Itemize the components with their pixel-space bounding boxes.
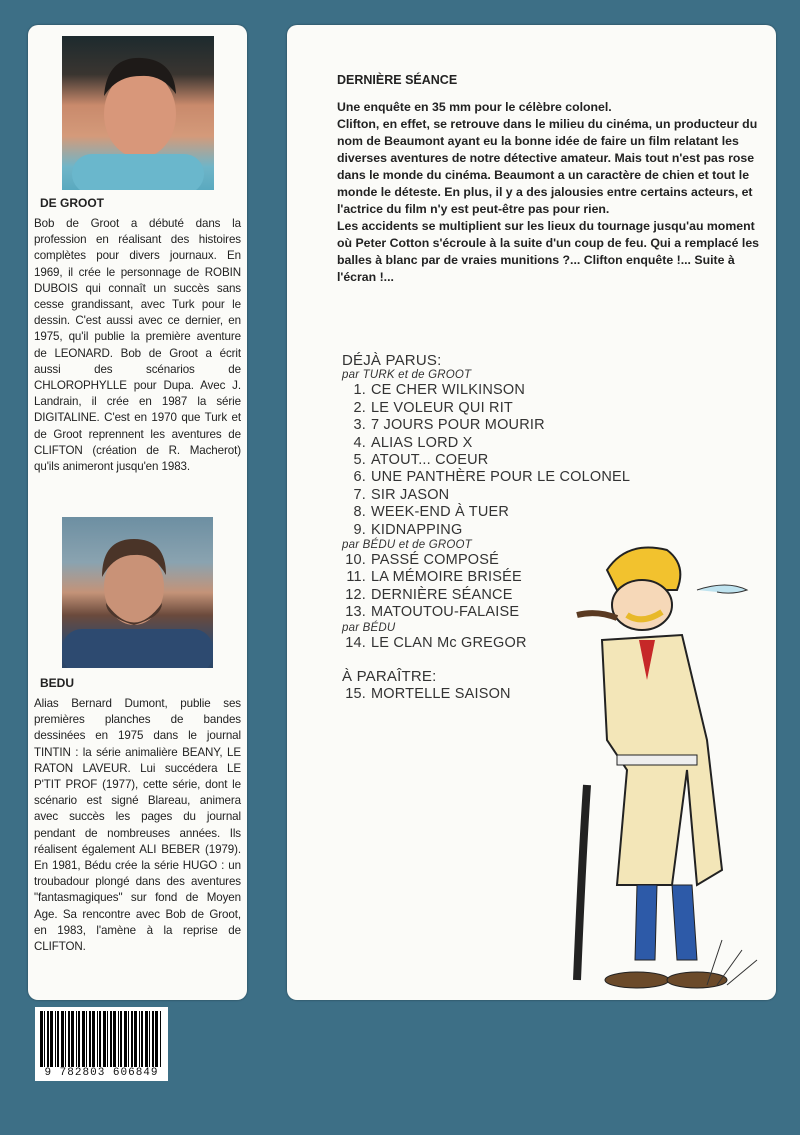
barcode-bar (103, 1011, 106, 1067)
author-credit: par TURK et de GROOT (342, 369, 472, 382)
portrait-illustration (62, 517, 213, 668)
barcode-bar (139, 1011, 140, 1067)
item-title: PASSÉ COMPOSÉ (371, 552, 500, 569)
list-item (342, 469, 630, 486)
barcode-bar (141, 1011, 143, 1067)
barcode-bar (155, 1011, 158, 1067)
barcode-bar (107, 1011, 108, 1067)
barcode-bar (128, 1011, 129, 1067)
list-item (342, 417, 630, 434)
barcode-bar (47, 1011, 49, 1067)
barcode-bar (68, 1011, 70, 1067)
portrait-illustration (62, 36, 214, 190)
barcode-bar (120, 1011, 122, 1067)
de-groot-photo (62, 36, 214, 190)
barcode-bar (110, 1011, 112, 1067)
synopsis-paragraph: Les accidents se multiplient sur les lieux du tournage jusqu'au moment où Peter Cotton s'écroule à la suite d'un coup de feu. Qui a remplacé les balles à blanc par de vraies munitions ?... Clifton enquête !... Suite à l'écran !... (337, 219, 759, 284)
barcode-bar (145, 1011, 148, 1067)
barcode-bars (40, 1011, 163, 1067)
list-item (342, 382, 630, 399)
barcode-bar (134, 1011, 137, 1067)
barcode-bar (99, 1011, 101, 1067)
list-item (342, 400, 630, 417)
barcode-bar (61, 1011, 64, 1067)
barcode-bar (78, 1011, 80, 1067)
item-number: 12. (345, 586, 366, 603)
item-title: MORTELLE SAISON (371, 685, 511, 702)
item-title: UNE PANTHÈRE POUR LE COLONEL (371, 469, 631, 486)
author-name-bedu: BEDU (40, 676, 75, 690)
barcode (35, 1007, 168, 1081)
item-title: WEEK-END À TUER (371, 504, 510, 521)
upcoming-header: À PARAÎTRE: (342, 668, 437, 686)
barcode-bar (97, 1011, 98, 1067)
item-title: LA MÉMOIRE BRISÉE (371, 569, 522, 586)
item-title: SIR JASON (371, 486, 450, 503)
barcode-bar (76, 1011, 77, 1067)
author-credit: par BÉDU et de GROOT (342, 539, 472, 552)
barcode-bar (82, 1011, 85, 1067)
item-number: 1. (353, 382, 366, 399)
list-item (342, 522, 630, 539)
item-number: 6. (353, 469, 366, 486)
item-title: CE CHER WILKINSON (371, 382, 526, 399)
barcode-bar (113, 1011, 116, 1067)
barcode-bar (124, 1011, 127, 1067)
item-number: 15. (345, 685, 366, 702)
album-panel (287, 25, 776, 1000)
barcode-bar (55, 1011, 56, 1067)
item-title: ATOUT... COEUR (371, 452, 489, 469)
author-name-de-groot: DE GROOT (40, 196, 105, 210)
barcode-bar (149, 1011, 150, 1067)
published-header: DÉJÀ PARUS: (342, 352, 442, 369)
synopsis-paragraph: Une enquête en 35 mm pour le célèbre colonel. (337, 100, 612, 114)
isbn-number: 9 782803 606849 (44, 1067, 159, 1079)
list-item (342, 504, 630, 521)
item-number: 8. (353, 504, 366, 521)
list-item (342, 452, 630, 469)
list-item (342, 435, 630, 452)
item-number: 14. (345, 634, 366, 651)
barcode-bar (92, 1011, 95, 1067)
barcode-bar (118, 1011, 119, 1067)
item-number: 7. (353, 486, 366, 503)
item-number: 11. (346, 569, 366, 586)
item-title: LE VOLEUR QUI RIT (371, 399, 513, 416)
authors-panel (28, 25, 247, 1000)
item-number: 9. (353, 521, 366, 538)
item-number: 2. (353, 399, 366, 416)
author-credit: par BÉDU (342, 621, 396, 634)
item-number: 3. (353, 417, 366, 434)
item-title: KIDNAPPING (371, 521, 463, 538)
synopsis-paragraph: Clifton, en effet, se retrouve dans le milieu du cinéma, un producteur du nom de Beaumont ayant eu la bonne idée de faire un film relatant les diverses aventures de notre détective amateur. Mais tout n'est pas rose dans le monde du cinéma. Beaumont a un caractère de chien et tout le monde le déteste. En plus, il y a des jalousies entre certains acteurs, et l'actrice du film n'y est peut-être pas pour rien. (337, 117, 758, 216)
item-title: 7 JOURS POUR MOURIR (371, 417, 545, 434)
list-item (342, 487, 630, 504)
author-bio-bedu: Alias Bernard Dumont, publie ses premières planches de bandes dessinées en 1975 dans le journal TINTIN : la série animalière BEANY, LE RATON LAVEUR. Lui succédera LE P'TIT PROF (1977), cette série, dont le scénario est signé Blareau, animera avec succès les pages du journal pendant de nombreuses années. Ils réalisent également ALI BEBER (1979). En 1981, Bédu crée la série HUGO : un troubadour plongé dans des aventures "fantasmagiques" sur fond de Moyen Age. Sa rencontre avec Bob de Groot, en 1983, l'amène à la reprise de CLIFTON. (34, 697, 241, 954)
barcode-bar (152, 1011, 154, 1067)
barcode-bar (50, 1011, 53, 1067)
barcode-bar (65, 1011, 66, 1067)
album-title: DERNIÈRE SÉANCE (337, 73, 458, 87)
item-title: MATOUTOU-FALAISE (371, 604, 520, 621)
bedu-photo (62, 517, 213, 668)
barcode-bar (71, 1011, 74, 1067)
item-number: 10. (345, 552, 366, 569)
synopsis (337, 99, 759, 286)
item-title: DERNIÈRE SÉANCE (371, 586, 513, 603)
barcode-bar (86, 1011, 87, 1067)
barcode-bar (57, 1011, 59, 1067)
item-title: ALIAS LORD X (371, 434, 473, 451)
barcode-bar (160, 1011, 161, 1067)
clifton-illustration (547, 540, 777, 1010)
item-number: 5. (353, 452, 366, 469)
author-bio-de-groot: Bob de Groot a débuté dans la profession en réalisant des histoires complètes pour divers journaux. En 1969, il crée le personnage de ROBIN DUBOIS qui connaît un succès sans cesse grandissant, avec Turk pour le dessin. C'est aussi avec ce dernier, en 1975, qu'il publie la première aventure de LEONARD. Bob de Groot a écrit aussi des scénarios de CHLOROPHYLLE pour Dupa. Avec J. Landrain, il crée en 1987 la série DIGITALINE. C'est en 1970 que Turk et de Groot reprennent les aventures de CLIFTON (création de R. Macherot) qu'ils animeront jusqu'en 1983. (34, 217, 241, 474)
item-title: LE CLAN Mc GREGOR (371, 634, 527, 651)
barcode-bar (89, 1011, 91, 1067)
barcode-bar (44, 1011, 45, 1067)
barcode-bar (40, 1011, 43, 1067)
barcode-bar (131, 1011, 133, 1067)
item-number: 13. (345, 604, 366, 621)
item-number: 4. (353, 434, 366, 451)
